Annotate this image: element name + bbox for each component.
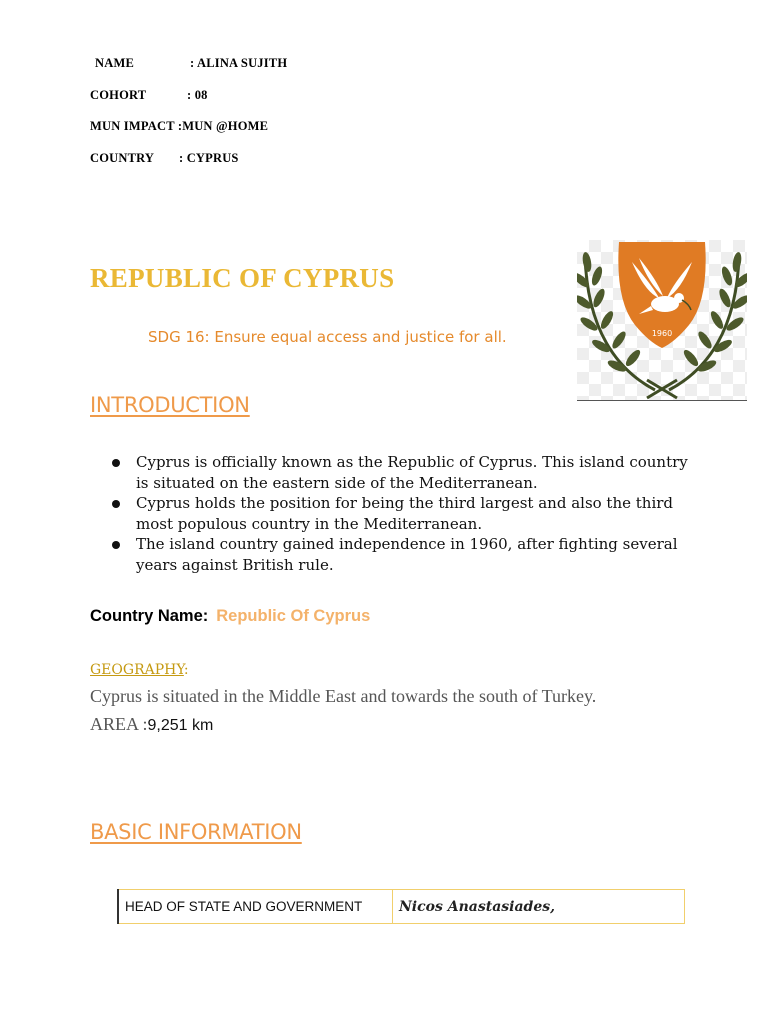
cohort-row xyxy=(90,88,208,103)
table-cell-value: Nicos Anastasiades, xyxy=(393,890,685,924)
list-item-text: Cyprus holds the position for being the third largest and also the third most populous country in the Mediterranean. xyxy=(136,494,674,533)
list-item xyxy=(112,452,692,493)
name-value: : ALINA SUJITH xyxy=(190,56,288,70)
list-item-text: Cyprus is officially known as the Republic of Cyprus. This island country is situated on the eastern side of the Mediterranean. xyxy=(136,453,688,492)
name-row xyxy=(95,56,287,71)
cohort-value: : 08 xyxy=(187,88,208,102)
bullet-icon xyxy=(112,500,120,508)
sdg-line: SDG 16: Ensure equal access and justice for all. xyxy=(148,328,507,346)
name-label: NAME xyxy=(95,56,134,70)
geography-text: Cyprus is situated in the Middle East and towards the south of Turkey. xyxy=(90,686,597,706)
mun-impact-row xyxy=(90,119,268,134)
coat-of-arms-image xyxy=(577,240,747,400)
area-line xyxy=(90,714,213,735)
list-item xyxy=(112,534,692,575)
country-name-label: Country Name: xyxy=(90,607,209,625)
table-cell-key: HEAD OF STATE AND GOVERNMENT xyxy=(118,890,393,924)
country-value: : CYPRUS xyxy=(179,151,239,165)
geography-heading-colon: : xyxy=(183,662,189,678)
introduction-heading: INTRODUCTION xyxy=(90,393,250,417)
area-value: 9,251 km xyxy=(147,717,214,734)
cohort-label: COHORT xyxy=(90,88,147,102)
country-row xyxy=(90,151,239,166)
country-label: COUNTRY xyxy=(90,151,155,165)
emblem-year: 1960 xyxy=(651,329,673,338)
divider xyxy=(577,400,747,401)
country-name-value: Republic Of Cyprus xyxy=(216,607,371,625)
page-title: REPUBLIC OF CYPRUS xyxy=(90,263,395,293)
area-label: AREA : xyxy=(90,714,148,734)
table-row xyxy=(118,890,685,924)
basic-information-heading: BASIC INFORMATION xyxy=(90,820,302,844)
mun-impact-label: MUN IMPACT : xyxy=(90,119,183,133)
basic-information-table xyxy=(117,889,685,924)
bullet-icon xyxy=(112,459,120,467)
bullet-icon xyxy=(112,541,120,549)
geography-heading xyxy=(90,662,189,678)
list-item xyxy=(112,493,692,534)
list-item-text: The island country gained independence in 1960, after fighting several years against British rule. xyxy=(136,535,678,574)
country-name-line xyxy=(90,607,370,626)
mun-impact-value: MUN @HOME xyxy=(182,119,269,133)
cyprus-coat-of-arms-icon xyxy=(577,240,747,400)
geography-heading-text: GEOGRAPHY xyxy=(90,662,184,678)
introduction-list xyxy=(112,452,692,575)
